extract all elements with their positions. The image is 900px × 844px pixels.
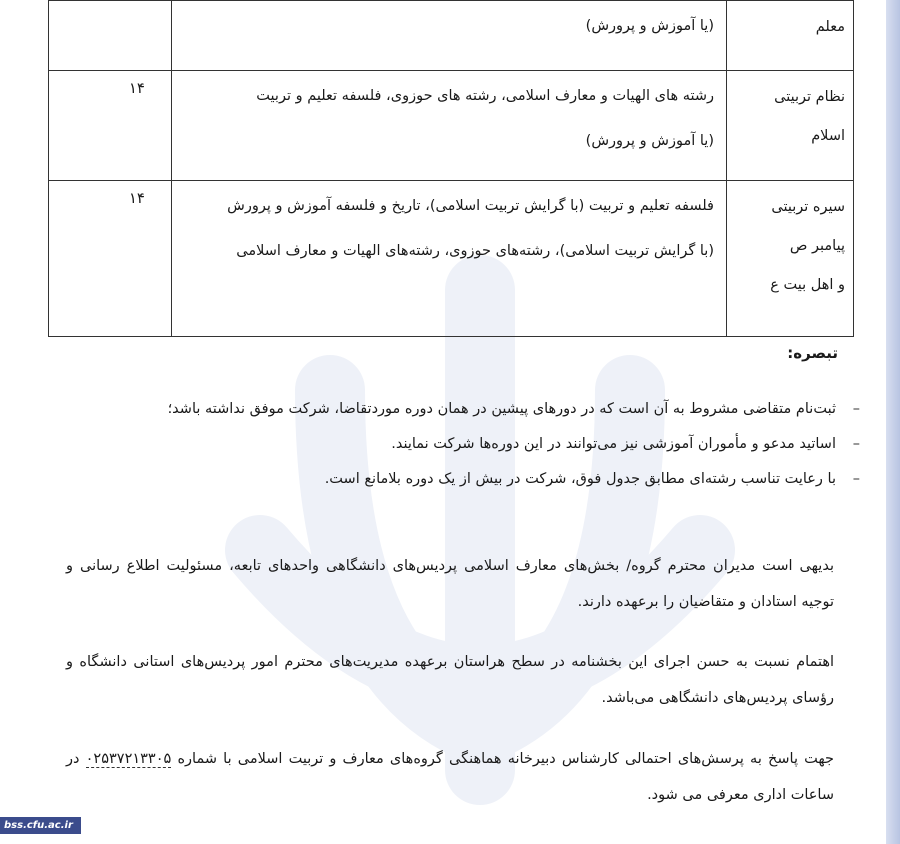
- paragraph-managers: بدیهی است مدیران محترم گروه/ بخش‌های معارف اسلامی پردیس‌های دانشگاهی واحدهای تابعه، مسئولیت اطلاع رسانی و توجیه استادان و متقاضیان را برعهده دارند.: [66, 558, 834, 610]
- course-title-line: اسلام: [811, 128, 845, 144]
- course-fields-cell: [172, 1, 727, 71]
- list-item: – با رعایت تناسب رشته‌ای مطابق جدول فوق، شرکت در بیش از یک دوره بلامانع است.: [70, 462, 860, 497]
- course-title-line: پیامبر ص: [789, 238, 845, 254]
- course-fields-line: رشته های الهیات و معارف اسلامی، رشته های حوزوی، فلسفه تعلیم و تربیت: [256, 88, 714, 104]
- course-title-line: سیره تربیتی: [771, 199, 845, 215]
- table-row: [49, 1, 854, 71]
- course-fields-line: (یا آموزش و پرورش): [585, 18, 714, 34]
- contact-text-end: در ساعات اداری معرفی می شود.: [66, 751, 834, 803]
- list-item: – ثبت‌نام متقاضی مشروط به آن است که در دورهای پیشین در همان دوره موردتقاضا، شرکت موفق نداشته باشد؛: [70, 392, 860, 427]
- courses-table: [48, 0, 854, 337]
- table-row: [49, 181, 854, 337]
- paragraph-implementation: اهتمام نسبت به حسن اجرای این بخشنامه در سطح هراستان برعهده مدیریت‌های محترم امور پردیس‌های استانی دانشگاه و رؤسای پردیس‌های دانشگاهی می‌باشد.: [66, 654, 834, 706]
- course-fields-cell: [172, 181, 727, 337]
- course-fields-line: (با گرایش تربیت اسلامی)، رشته‌های حوزوی، رشته‌های الهیات و معارف اسلامی: [236, 243, 714, 259]
- course-fields-cell: [172, 71, 727, 181]
- notes-list: [70, 392, 860, 497]
- paragraph-contact: [66, 741, 834, 813]
- phone-number: ۰۲۵۳۷۲۱۳۳۰۵: [85, 751, 172, 767]
- notes-heading: تبصره:: [787, 344, 838, 362]
- contact-text: جهت پاسخ به پرسش‌های احتمالی کارشناس دبیرخانه هماهنگی گروه‌های معارف و تربیت اسلامی با شماره: [177, 751, 835, 767]
- course-fields-line: (یا آموزش و پرورش): [585, 133, 714, 149]
- course-hours-cell: [49, 1, 172, 71]
- table-row: [49, 71, 854, 181]
- course-hours-cell: ۱۴: [49, 71, 172, 181]
- course-title-cell: [727, 1, 854, 71]
- site-url-tag: bss.cfu.ac.ir: [0, 817, 81, 834]
- course-title-cell: [727, 181, 854, 337]
- course-hours-cell: ۱۴: [49, 181, 172, 337]
- course-fields-line: فلسفه تعلیم و تربیت (با گرایش تربیت اسلامی)، تاریخ و فلسفه آموزش و پرورش: [227, 198, 714, 214]
- course-title-line: معلم: [815, 19, 845, 35]
- course-title-cell: [727, 71, 854, 181]
- list-item: – اساتید مدعو و مأموران آموزشی نیز می‌توانند در این دوره‌ها شرکت نمایند.: [70, 427, 860, 462]
- course-title-line: نظام تربیتی: [774, 89, 845, 105]
- course-title-line: و اهل بیت ع: [770, 277, 845, 293]
